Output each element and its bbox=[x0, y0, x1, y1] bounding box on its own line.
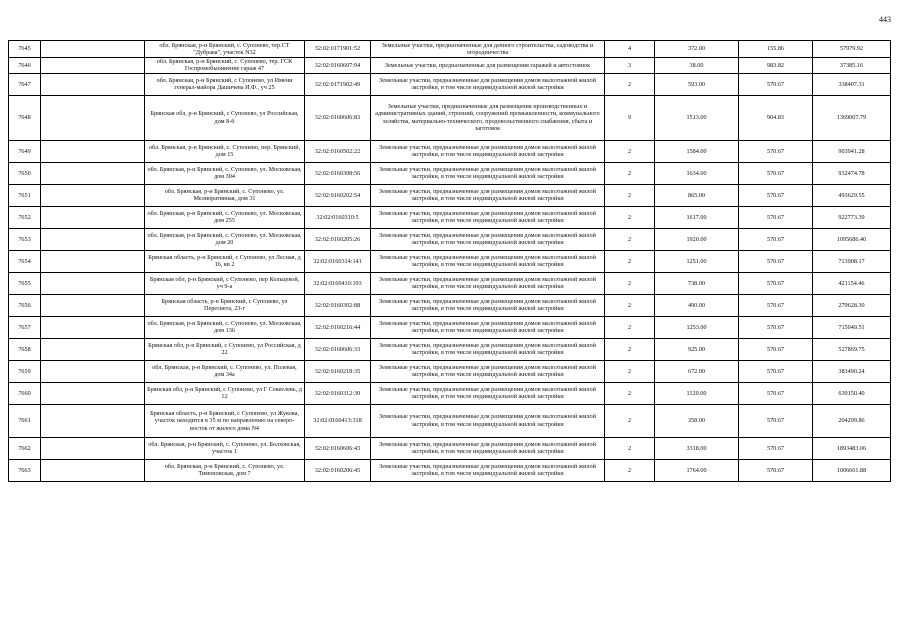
cadastral-value-cell: 1893483.06 bbox=[813, 437, 891, 459]
land-use-cell: Земельные участки, предназначенные для размещения домов малоэтажной жилой застройки, в том числе индивидуальной жилой застройки bbox=[371, 250, 605, 272]
cadastral-value-cell: 527869.75 bbox=[813, 338, 891, 360]
table-row bbox=[9, 404, 891, 437]
specific-value-cell: 570.67 bbox=[739, 272, 813, 294]
area-cell: 1253.00 bbox=[655, 316, 739, 338]
table-row bbox=[9, 338, 891, 360]
table-row bbox=[9, 459, 891, 481]
address-cell: Брянская область, р-н Брянский, с Супонево, ул Лесная, д 16, кв 2 bbox=[145, 250, 305, 272]
spacer-cell bbox=[41, 73, 145, 95]
row-number-cell: 7662 bbox=[9, 437, 41, 459]
spacer-cell bbox=[41, 404, 145, 437]
cadastral-value-cell: 421154.46 bbox=[813, 272, 891, 294]
cadastral-number-cell: 32:02:0160310:5 bbox=[305, 206, 371, 228]
specific-value-cell: 570.67 bbox=[739, 184, 813, 206]
row-number-cell: 7648 bbox=[9, 95, 41, 140]
area-cell: 738.00 bbox=[655, 272, 739, 294]
land-use-cell: Земельные участки, предназначенные для размещения домов малоэтажной жилой застройки, в том числе индивидуальной жилой застройки bbox=[371, 338, 605, 360]
spacer-cell bbox=[41, 162, 145, 184]
address-cell: Брянская обл, р-н Брянский, с Супонево, пер Кольцевой, уч 9-а bbox=[145, 272, 305, 294]
spacer-cell bbox=[41, 140, 145, 162]
use-group-cell: 2 bbox=[605, 437, 655, 459]
row-number-cell: 7658 bbox=[9, 338, 41, 360]
row-number-cell: 7663 bbox=[9, 459, 41, 481]
spacer-cell bbox=[41, 206, 145, 228]
specific-value-cell: 570.67 bbox=[739, 437, 813, 459]
table-row bbox=[9, 250, 891, 272]
row-number-cell: 7653 bbox=[9, 228, 41, 250]
area-cell: 1634.00 bbox=[655, 162, 739, 184]
table-row bbox=[9, 73, 891, 95]
table-row bbox=[9, 272, 891, 294]
use-group-cell: 9 bbox=[605, 95, 655, 140]
area-cell: 358.00 bbox=[655, 404, 739, 437]
use-group-cell: 2 bbox=[605, 360, 655, 382]
cadastral-value-cell: 493629.55 bbox=[813, 184, 891, 206]
address-cell: обл. Брянская, р-н Брянский, с. Супонево, ул. Московская, дом 304 bbox=[145, 162, 305, 184]
cadastral-value-cell: 932474.78 bbox=[813, 162, 891, 184]
cadastral-number-cell: 32:02:0160216:44 bbox=[305, 316, 371, 338]
land-use-cell: Земельные участки, предназначенные для размещения домов малоэтажной жилой застройки, в том числе индивидуальной жилой застройки bbox=[371, 140, 605, 162]
specific-value-cell: 570.67 bbox=[739, 162, 813, 184]
address-cell: обл. Брянская, р-н Брянский, с. Супонево, тер. ГСК Госпромобыоинение гараж 47 bbox=[145, 58, 305, 74]
cadastral-number-cell: 32:02:0160302:88 bbox=[305, 294, 371, 316]
area-cell: 1764.00 bbox=[655, 459, 739, 481]
specific-value-cell: 570.67 bbox=[739, 73, 813, 95]
table-row bbox=[9, 184, 891, 206]
row-number-cell: 7654 bbox=[9, 250, 41, 272]
cadastral-number-cell: 32:02:0171901:52 bbox=[305, 41, 371, 58]
spacer-cell bbox=[41, 294, 145, 316]
table-row bbox=[9, 140, 891, 162]
table-row bbox=[9, 437, 891, 459]
table-row bbox=[9, 382, 891, 404]
cadastral-number-cell: 32:02:0160606:33 bbox=[305, 338, 371, 360]
table-row bbox=[9, 95, 891, 140]
cadastral-number-cell: 32:02:0160205:26 bbox=[305, 228, 371, 250]
area-cell: 372.00 bbox=[655, 41, 739, 58]
land-use-cell: Земельные участки, предназначенные для размещения домов малоэтажной жилой застройки, в том числе индивидуальной жилой застройки bbox=[371, 184, 605, 206]
cadastral-number-cell: 32:02:0160314:141 bbox=[305, 250, 371, 272]
cadastral-value-cell: 639150.40 bbox=[813, 382, 891, 404]
cadastral-value-cell: 903941.28 bbox=[813, 140, 891, 162]
land-use-cell: Земельные участки, предназначенные для размещения производственных и административных зданий, строений, сооружений промышленности, коммунального хозяйства, материально-технического, продовольственного снабжения, сбыта и заготовок bbox=[371, 95, 605, 140]
cadastral-number-cell: 32:02:0160607:94 bbox=[305, 58, 371, 74]
area-cell: 1513.00 bbox=[655, 95, 739, 140]
use-group-cell: 2 bbox=[605, 162, 655, 184]
specific-value-cell: 570.67 bbox=[739, 459, 813, 481]
area-cell: 38.00 bbox=[655, 58, 739, 74]
cadastral-value-cell: 383490.24 bbox=[813, 360, 891, 382]
address-cell: Брянская обл, р-н Брянский, с Супонево, ул Г Секеелевь, д 12 bbox=[145, 382, 305, 404]
area-cell: 1920.00 bbox=[655, 228, 739, 250]
cadastral-value-cell: 922773.39 bbox=[813, 206, 891, 228]
cadastral-value-cell: 1095686.40 bbox=[813, 228, 891, 250]
land-use-cell: Земельные участки, предназначенные для размещения гаражей и автостоянок bbox=[371, 58, 605, 74]
row-number-cell: 7655 bbox=[9, 272, 41, 294]
cadastral-value-cell: 338407.31 bbox=[813, 73, 891, 95]
land-use-cell: Земельные участки, предназначенные для размещения домов малоэтажной жилой застройки, в том числе индивидуальной жилой застройки bbox=[371, 206, 605, 228]
cadastral-value-cell: 57979.92 bbox=[813, 41, 891, 58]
specific-value-cell: 155.86 bbox=[739, 41, 813, 58]
area-cell: 925.00 bbox=[655, 338, 739, 360]
cadastral-number-cell: 32:02:0160312:30 bbox=[305, 382, 371, 404]
cadastral-number-cell: 32:02:0160606:43 bbox=[305, 437, 371, 459]
cadastral-number-cell: 32:02:0160308:56 bbox=[305, 162, 371, 184]
spacer-cell bbox=[41, 58, 145, 74]
row-number-cell: 7652 bbox=[9, 206, 41, 228]
page-number: 443 bbox=[879, 15, 891, 24]
specific-value-cell: 570.67 bbox=[739, 404, 813, 437]
address-cell: обл. Брянская, р-н Брянский, с. Супонево, ул. Болховская, участок 1 bbox=[145, 437, 305, 459]
land-use-cell: Земельные участки, предназначенные для размещения домов малоэтажной жилой застройки, в том числе индивидуальной жилой застройки bbox=[371, 360, 605, 382]
address-cell: Брянская обл, р-н Брянский, с Супонево, ул Российская, д 22 bbox=[145, 338, 305, 360]
spacer-cell bbox=[41, 459, 145, 481]
row-number-cell: 7649 bbox=[9, 140, 41, 162]
cadastral-number-cell: 32:02:0160206:45 bbox=[305, 459, 371, 481]
use-group-cell: 2 bbox=[605, 316, 655, 338]
table-row bbox=[9, 294, 891, 316]
table-row bbox=[9, 162, 891, 184]
cadastral-value-cell: 713908.17 bbox=[813, 250, 891, 272]
spacer-cell bbox=[41, 41, 145, 58]
table-row bbox=[9, 316, 891, 338]
cadastral-value-cell: 1006661.88 bbox=[813, 459, 891, 481]
land-use-cell: Земельные участки, предназначенные для размещения домов малоэтажной жилой застройки, в том числе индивидуальной жилой застройки bbox=[371, 228, 605, 250]
spacer-cell bbox=[41, 437, 145, 459]
use-group-cell: 2 bbox=[605, 404, 655, 437]
specific-value-cell: 570.67 bbox=[739, 294, 813, 316]
address-cell: обл. Брянская, р-н Брянский, с. Супонево, ул. Полевая, дом 34а bbox=[145, 360, 305, 382]
area-cell: 865.00 bbox=[655, 184, 739, 206]
address-cell: обл. Брянская, р-н Брянский, с. Супонево, ул. Московская, дом 255 bbox=[145, 206, 305, 228]
use-group-cell: 2 bbox=[605, 272, 655, 294]
spacer-cell bbox=[41, 250, 145, 272]
cadastral-number-cell: 32:02:0160606:83 bbox=[305, 95, 371, 140]
address-cell: обл. Брянская, р-н Брянский, с Супонево, ул Имени генерал-майора Дашичева И.Ф., уч 25 bbox=[145, 73, 305, 95]
address-cell: обл. Брянская, р-н Брянский, с. Супонево, ул. Тимоновская, дом 7 bbox=[145, 459, 305, 481]
land-use-cell: Земельные участки, предназначенные для размещения домов малоэтажной жилой застройки, в том числе индивидуальной жилой застройки bbox=[371, 272, 605, 294]
address-cell: обл. Брянская, р-н Брянский, с. Супонево, ул. Московская, дом 136 bbox=[145, 316, 305, 338]
use-group-cell: 2 bbox=[605, 140, 655, 162]
area-cell: 593.00 bbox=[655, 73, 739, 95]
spacer-cell bbox=[41, 360, 145, 382]
spacer-cell bbox=[41, 95, 145, 140]
address-cell: обл. Брянская, р-н Брянский, с. Супонево, ул. Московская, дом 20 bbox=[145, 228, 305, 250]
table-row bbox=[9, 228, 891, 250]
address-cell: обл. Брянская, р-н Брянский, с. Супонево, ул. Мелиоративная, дом 31 bbox=[145, 184, 305, 206]
land-use-cell: Земельные участки, предназначенные для размещения домов малоэтажной жилой застройки, в том числе индивидуальной жилой застройки bbox=[371, 316, 605, 338]
specific-value-cell: 570.67 bbox=[739, 338, 813, 360]
cadastral-number-cell: 32:02:0160502:22 bbox=[305, 140, 371, 162]
row-number-cell: 7650 bbox=[9, 162, 41, 184]
cadastral-number-cell: 32:02:0160410:193 bbox=[305, 272, 371, 294]
specific-value-cell: 570.67 bbox=[739, 228, 813, 250]
specific-value-cell: 983.82 bbox=[739, 58, 813, 74]
use-group-cell: 4 bbox=[605, 41, 655, 58]
use-group-cell: 3 bbox=[605, 58, 655, 74]
address-cell: обл. Брянская, р-н Брянский, с. Супонево, пер. Брянский, дом 15 bbox=[145, 140, 305, 162]
land-use-cell: Земельные участки, предназначенные для размещения домов малоэтажной жилой застройки, в том числе индивидуальной жилой застройки bbox=[371, 459, 605, 481]
area-cell: 1251.00 bbox=[655, 250, 739, 272]
use-group-cell: 2 bbox=[605, 338, 655, 360]
row-number-cell: 7660 bbox=[9, 382, 41, 404]
specific-value-cell: 570.67 bbox=[739, 206, 813, 228]
specific-value-cell: 904.83 bbox=[739, 95, 813, 140]
cadastral-value-table bbox=[8, 40, 891, 482]
area-cell: 1584.00 bbox=[655, 140, 739, 162]
cadastral-value-cell: 204299.86 bbox=[813, 404, 891, 437]
row-number-cell: 7656 bbox=[9, 294, 41, 316]
spacer-cell bbox=[41, 272, 145, 294]
address-cell: обл. Брянская, р-н Брянский, с. Супонево, тер.СТ "Дубрава", участок N32 bbox=[145, 41, 305, 58]
use-group-cell: 2 bbox=[605, 250, 655, 272]
cadastral-number-cell: 32:02:0171902:49 bbox=[305, 73, 371, 95]
land-use-cell: Земельные участки, предназначенные для дачного строительства, садоводства и огородничества bbox=[371, 41, 605, 58]
cadastral-value-cell: 37385.16 bbox=[813, 58, 891, 74]
land-use-cell: Земельные участки, предназначенные для размещения домов малоэтажной жилой застройки, в том числе индивидуальной жилой застройки bbox=[371, 73, 605, 95]
row-number-cell: 7651 bbox=[9, 184, 41, 206]
spacer-cell bbox=[41, 316, 145, 338]
specific-value-cell: 570.67 bbox=[739, 316, 813, 338]
row-number-cell: 7657 bbox=[9, 316, 41, 338]
cadastral-number-cell: 32:02:0160413:318 bbox=[305, 404, 371, 437]
spacer-cell bbox=[41, 184, 145, 206]
use-group-cell: 2 bbox=[605, 294, 655, 316]
cadastral-value-cell: 715049.51 bbox=[813, 316, 891, 338]
area-cell: 1120.00 bbox=[655, 382, 739, 404]
land-use-cell: Земельные участки, предназначенные для размещения домов малоэтажной жилой застройки, в том числе индивидуальной жилой застройки bbox=[371, 294, 605, 316]
table-row bbox=[9, 206, 891, 228]
table-row bbox=[9, 58, 891, 74]
spacer-cell bbox=[41, 382, 145, 404]
specific-value-cell: 570.67 bbox=[739, 250, 813, 272]
address-cell: Брянская обл, р-н Брянский, с Супонево, ул Российская, дом 8-б bbox=[145, 95, 305, 140]
use-group-cell: 2 bbox=[605, 184, 655, 206]
area-cell: 672.00 bbox=[655, 360, 739, 382]
cadastral-number-cell: 32:02:0160202:54 bbox=[305, 184, 371, 206]
land-use-cell: Земельные участки, предназначенные для размещения домов малоэтажной жилой застройки, в том числе индивидуальной жилой застройки bbox=[371, 382, 605, 404]
row-number-cell: 7646 bbox=[9, 58, 41, 74]
row-number-cell: 7659 bbox=[9, 360, 41, 382]
area-cell: 3318.00 bbox=[655, 437, 739, 459]
row-number-cell: 7645 bbox=[9, 41, 41, 58]
cadastral-number-cell: 32:02:0160218:35 bbox=[305, 360, 371, 382]
area-cell: 490.00 bbox=[655, 294, 739, 316]
table-row bbox=[9, 41, 891, 58]
spacer-cell bbox=[41, 228, 145, 250]
row-number-cell: 7647 bbox=[9, 73, 41, 95]
address-cell: Брянская область, р-н Брянский, с Супонево, ул Жукова, участок находится в 35 м по направлению на северо-восток от жилого дома N4 bbox=[145, 404, 305, 437]
use-group-cell: 2 bbox=[605, 73, 655, 95]
row-number-cell: 7661 bbox=[9, 404, 41, 437]
cadastral-value-cell: 279628.30 bbox=[813, 294, 891, 316]
specific-value-cell: 570.67 bbox=[739, 360, 813, 382]
area-cell: 1617.00 bbox=[655, 206, 739, 228]
use-group-cell: 2 bbox=[605, 459, 655, 481]
land-use-cell: Земельные участки, предназначенные для размещения домов малоэтажной жилой застройки, в том числе индивидуальной жилой застройки bbox=[371, 162, 605, 184]
cadastral-value-cell: 1369007.79 bbox=[813, 95, 891, 140]
table-row bbox=[9, 360, 891, 382]
use-group-cell: 2 bbox=[605, 206, 655, 228]
spacer-cell bbox=[41, 338, 145, 360]
use-group-cell: 2 bbox=[605, 382, 655, 404]
specific-value-cell: 570.67 bbox=[739, 140, 813, 162]
specific-value-cell: 570.67 bbox=[739, 382, 813, 404]
land-use-cell: Земельные участки, предназначенные для размещения домов малоэтажной жилой застройки, в том числе индивидуальной жилой застройки bbox=[371, 437, 605, 459]
use-group-cell: 2 bbox=[605, 228, 655, 250]
address-cell: Брянская область, р-н Брянский, с Супонево, ул Пересвета, 23-г bbox=[145, 294, 305, 316]
land-use-cell: Земельные участки, предназначенные для размещения домов малоэтажной жилой застройки, в том числе индивидуальной жилой застройки bbox=[371, 404, 605, 437]
